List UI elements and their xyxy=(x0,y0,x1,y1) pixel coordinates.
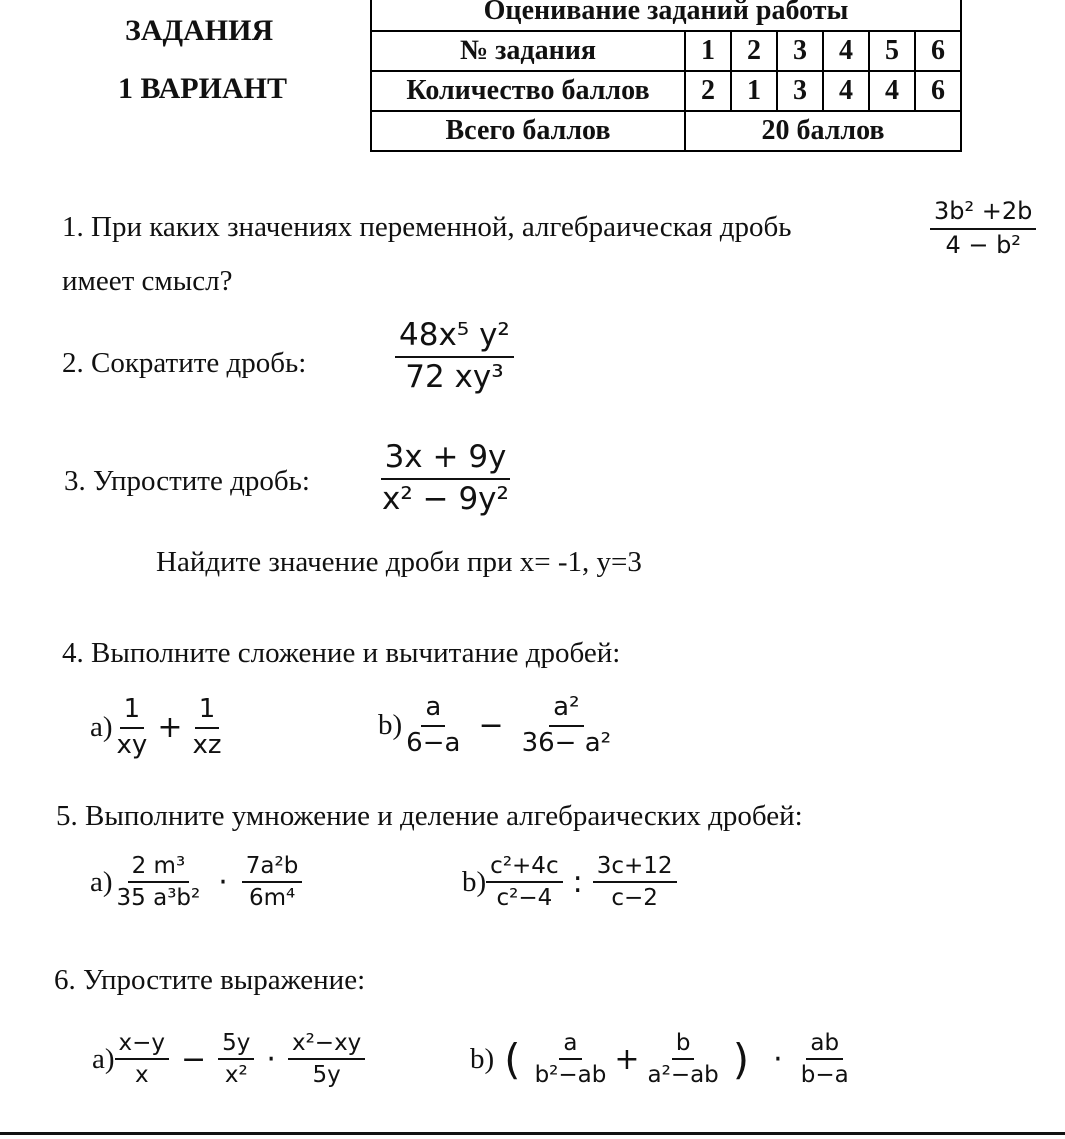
fraction-numerator: 5y xyxy=(218,1030,254,1060)
operator: · xyxy=(266,1041,276,1077)
table-cell: 6 xyxy=(915,71,961,111)
fraction-numerator: 3c+12 xyxy=(593,853,677,883)
fraction-numerator: 48x⁵ y² xyxy=(395,318,514,358)
score-table-row-label: Количество баллов xyxy=(371,71,685,111)
fraction-denominator: b²−ab xyxy=(534,1062,607,1089)
task6-part-b xyxy=(470,1030,853,1089)
fraction-numerator: a² xyxy=(549,693,583,727)
table-cell: 1 xyxy=(731,71,777,111)
fraction-numerator: a xyxy=(421,693,445,727)
task3-subtext: Найдите значение дроби при x= -1, y=3 xyxy=(156,546,642,578)
part-label: b) xyxy=(470,1042,495,1075)
fraction-denominator: c²−4 xyxy=(496,885,553,912)
part-label: b) xyxy=(462,865,487,898)
part-label: а) xyxy=(90,865,113,898)
fraction-denominator: xz xyxy=(192,729,222,760)
score-table-points-row xyxy=(371,71,961,111)
table-cell: 1 xyxy=(685,31,731,71)
bottom-rule xyxy=(0,1132,1065,1135)
operator: + xyxy=(157,710,183,746)
fraction-numerator: 3x + 9y xyxy=(381,440,511,480)
score-table xyxy=(370,0,962,152)
operator: − xyxy=(181,1041,207,1077)
task2-fraction xyxy=(395,318,514,395)
table-cell: 2 xyxy=(731,31,777,71)
operator: · xyxy=(218,864,228,900)
fraction-numerator: b xyxy=(672,1030,695,1060)
header-variant: 1 ВАРИАНТ xyxy=(118,72,287,105)
task5-part-a xyxy=(90,853,302,912)
task1-text: 1. При каких значениях переменной, алгебраическая дробь xyxy=(62,211,792,243)
task2-text: 2. Сократите дробь: xyxy=(62,347,307,379)
fraction-numerator: x²−xy xyxy=(288,1030,365,1060)
task6-text: 6. Упростите выражение: xyxy=(54,964,366,996)
task4-part-b xyxy=(378,693,615,759)
task1-continuation: имеет смысл? xyxy=(62,265,233,297)
score-table-total-label: Всего баллов xyxy=(371,111,685,151)
table-cell: 4 xyxy=(823,31,869,71)
fraction-denominator: 72 xy³ xyxy=(405,358,504,395)
table-cell: 6 xyxy=(915,31,961,71)
operator: : xyxy=(572,864,583,900)
task5-text: 5. Выполните умножение и деление алгебраических дробей: xyxy=(56,800,803,832)
task5-part-b xyxy=(462,853,677,912)
fraction-numerator: ab xyxy=(806,1030,843,1060)
fraction-numerator: 1 xyxy=(120,695,145,729)
fraction-denominator: 6m⁴ xyxy=(248,885,296,912)
part-label: а) xyxy=(92,1042,115,1075)
task3-fraction xyxy=(378,440,513,517)
open-paren: ( xyxy=(504,1034,521,1084)
operator: − xyxy=(478,708,504,744)
score-table-row-label: № задания xyxy=(371,31,685,71)
fraction-numerator: 3b² +2b xyxy=(930,198,1036,230)
score-table-caption-row xyxy=(371,0,961,31)
task4-part-a xyxy=(90,695,226,761)
task1-fraction xyxy=(930,198,1036,259)
task6-part-a xyxy=(92,1030,365,1089)
fraction-denominator: 35 a³b² xyxy=(116,885,201,912)
part-label: b) xyxy=(378,709,403,742)
task4-text: 4. Выполните сложение и вычитание дробей: xyxy=(62,637,621,669)
fraction-denominator: 36− a² xyxy=(521,727,612,758)
fraction-numerator: 2 m³ xyxy=(128,853,190,883)
fraction-denominator: 5y xyxy=(312,1062,341,1089)
part-label: а) xyxy=(90,711,113,744)
fraction-denominator: x² − 9y² xyxy=(382,480,509,517)
fraction-numerator: 1 xyxy=(195,695,220,729)
score-table-total-row xyxy=(371,111,961,151)
fraction-denominator: x² xyxy=(224,1062,248,1089)
table-cell: 2 xyxy=(685,71,731,111)
fraction-numerator: 7a²b xyxy=(242,853,303,883)
header-title: ЗАДАНИЯ xyxy=(125,14,274,47)
fraction-numerator: a xyxy=(559,1030,581,1060)
table-cell: 4 xyxy=(869,71,915,111)
operator: + xyxy=(614,1041,640,1077)
table-cell: 5 xyxy=(869,31,915,71)
table-cell: 3 xyxy=(777,31,823,71)
task3-text: 3. Упростите дробь: xyxy=(64,465,310,497)
table-cell: 3 xyxy=(777,71,823,111)
score-table-task-row xyxy=(371,31,961,71)
fraction-denominator: b−a xyxy=(800,1062,849,1089)
fraction-denominator: x xyxy=(134,1062,149,1089)
close-paren: ) xyxy=(732,1034,750,1084)
fraction-numerator: c²+4c xyxy=(486,853,562,883)
table-cell: 4 xyxy=(823,71,869,111)
score-table-total-value: 20 баллов xyxy=(685,111,961,151)
fraction-denominator: c−2 xyxy=(611,885,658,912)
fraction-denominator: 4 − b² xyxy=(945,230,1021,259)
fraction-denominator: a²−ab xyxy=(647,1062,719,1089)
fraction-denominator: xy xyxy=(116,729,148,760)
fraction-denominator: 6−a xyxy=(406,727,461,758)
fraction-numerator: x−y xyxy=(115,1030,170,1060)
score-table-caption: Оценивание заданий работы xyxy=(371,0,961,31)
operator: · xyxy=(773,1041,783,1077)
